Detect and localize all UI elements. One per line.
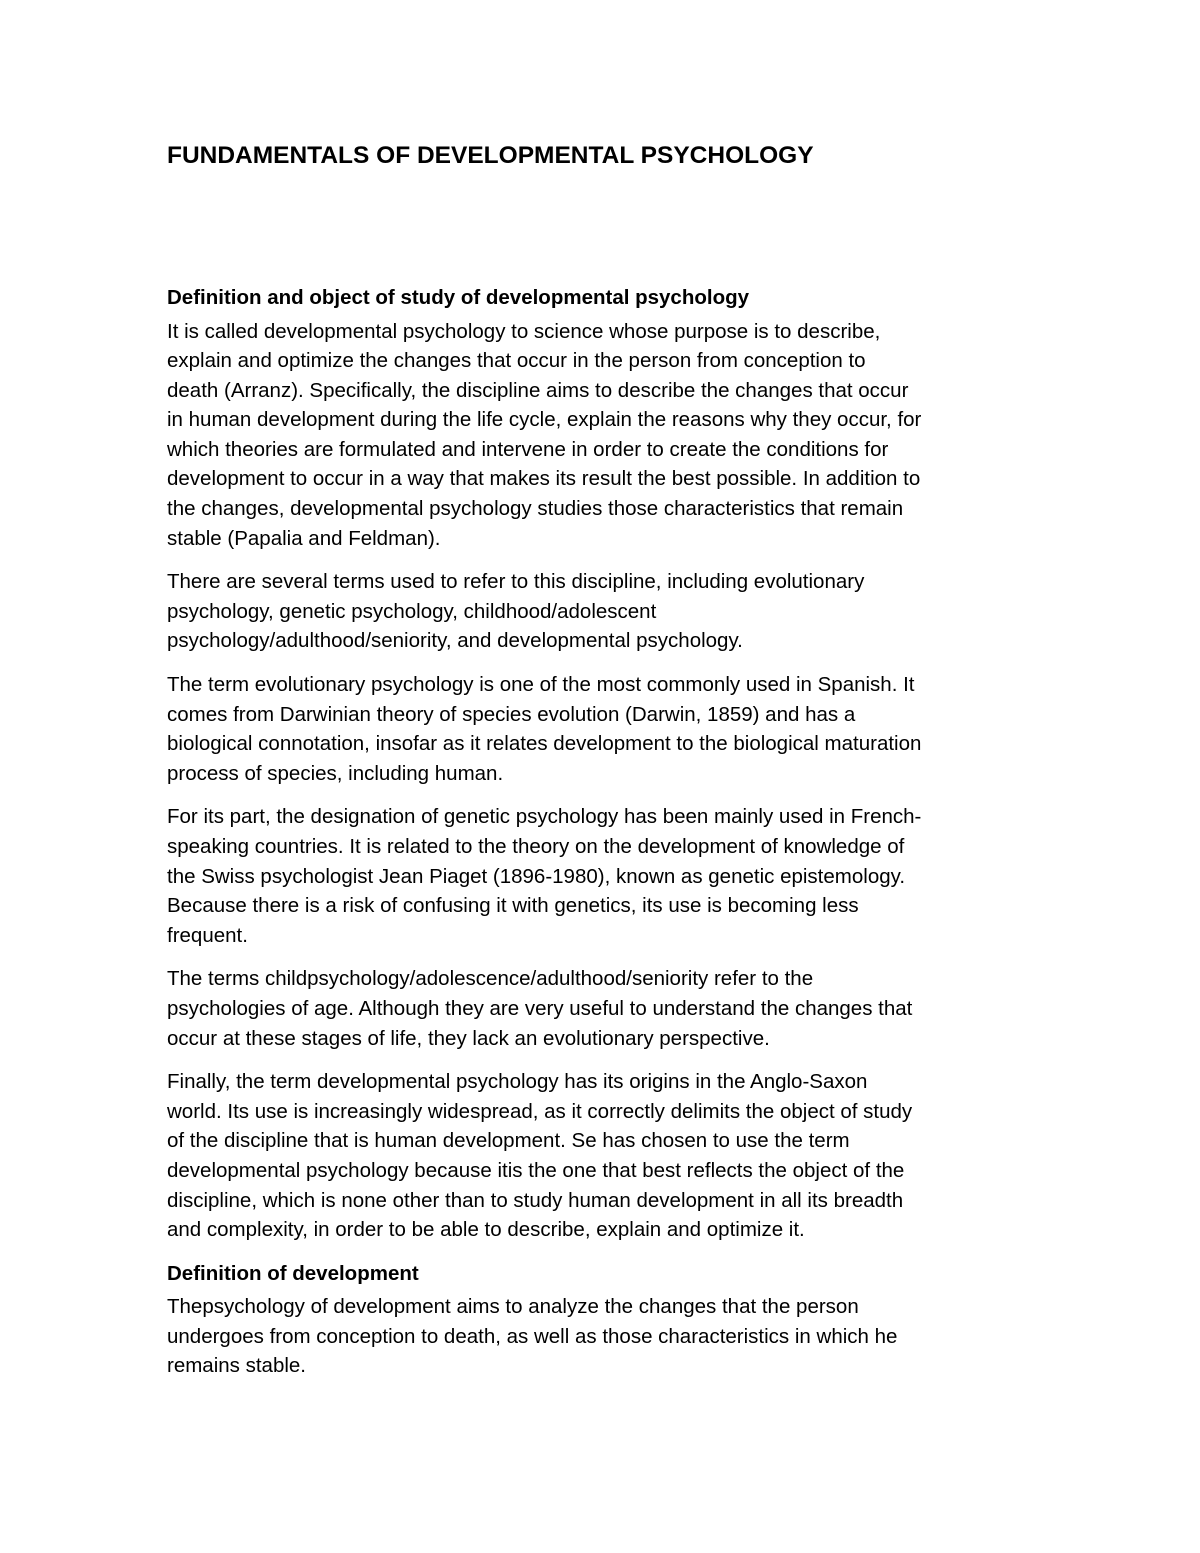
paragraph-definition: It is called developmental psychology to science whose purpose is to describe, explain and optimize the changes that occur in the person from conception to death (Arranz). Specifically, the discipline aims to describe the changes that occur in human development during the life cycle, explain the reasons why they occur, for which theories are formulated and intervene in order to create the conditions for development to occur in a way that makes its result the best possible. In addition to the changes, developmental psychology studies those characteristics that remain stable (Papalia and Feldman).: [167, 319, 922, 550]
document-page: [167, 140, 1047, 1395]
paragraph-developmental-psychology-term: Finally, the term developmental psychology has its origins in the Anglo-Saxon world. Its use is increasingly widespread, as it correctly delimits the object of study of the discipline that is human development. Se has chosen to use the term developmental psychology because itis the one that best reflects the object of the discipline, which is none other than to study human development in all its breadth and complexity, in order to be able to describe, explain and optimize it.: [167, 1070, 913, 1242]
paragraph-development-definition: Thepsychology of development aims to analyze the changes that the person undergoes from conception to death, as well as those characteristics in which he remains stable.: [167, 1295, 898, 1378]
paragraph-terms: There are several terms used to refer to this discipline, including evolutionary psychology, genetic psychology, childhood/adolescent psychology/adulthood/seniority, and developmental psychology.: [167, 570, 865, 653]
document-title: FUNDAMENTALS OF DEVELOPMENTAL PSYCHOLOGY: [167, 142, 814, 169]
paragraph-evolutionary-psychology: The term evolutionary psychology is one of the most commonly used in Spanish. It comes from Darwinian theory of species evolution (Darwin, 1859) and has a biological connotation, insofar as it relates development to the biological maturation process of species, including human.: [167, 673, 922, 785]
section-heading-definition-and-object: Definition and object of study of developmental psychology: [167, 286, 750, 309]
paragraph-genetic-psychology: For its part, the designation of genetic psychology has been mainly used in French- speaking countries. It is related to the theory on the development of knowledge of the Swiss psychologist Jean Piaget (1896-1980), known as genetic epistemology. Because there is a risk of confusing it with genetics, its use is becoming less frequent.: [167, 805, 922, 947]
paragraph-psychologies-of-age: The terms childpsychology/adolescence/adulthood/seniority refer to the psychologies of age. Although they are very useful to understand the changes that occur at these stages of life, they lack an evolutionary perspective.: [167, 967, 913, 1050]
section-heading-definition-of-development: Definition of development: [167, 1261, 419, 1285]
